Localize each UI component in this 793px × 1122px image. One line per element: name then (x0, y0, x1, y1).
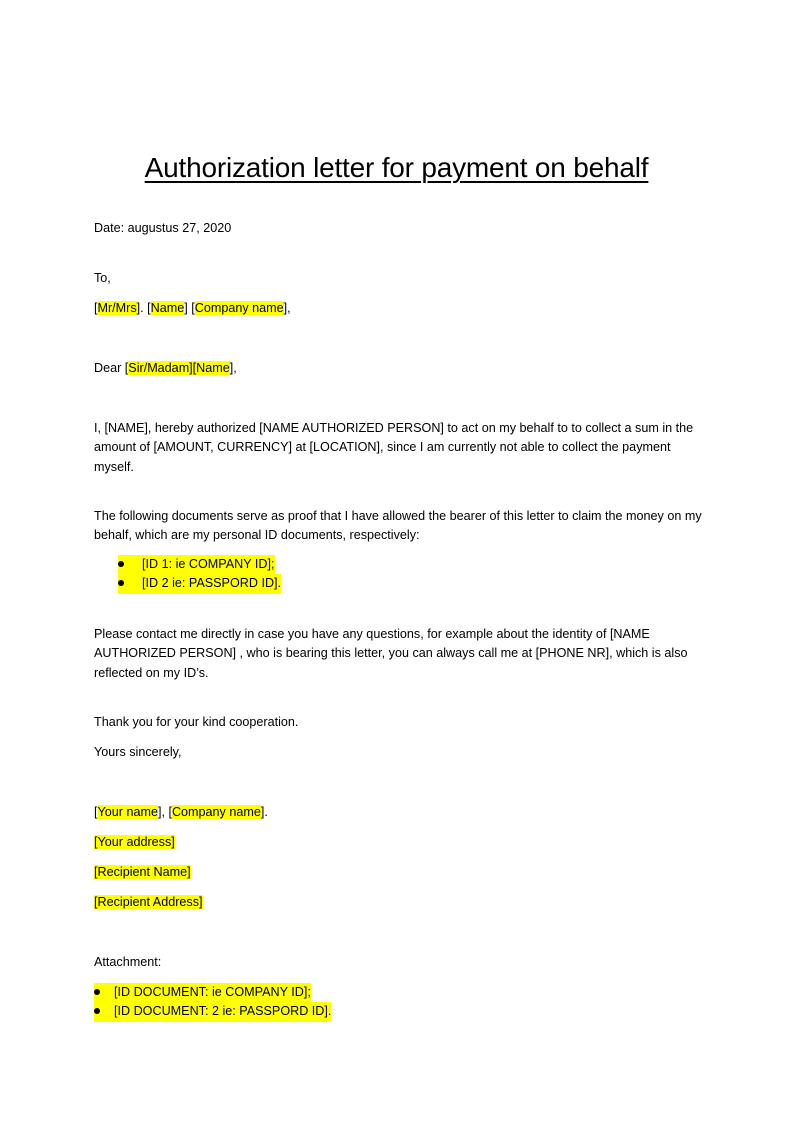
bracket: [ (94, 805, 98, 819)
list-item-highlight (118, 555, 275, 574)
list-item (118, 555, 281, 574)
thanks-line: Thank you for your kind cooperation. (94, 715, 299, 729)
recipient-name-placeholder: [Recipient Name] (94, 865, 191, 879)
name-placeholder: Name (150, 301, 185, 315)
your-address-line (94, 833, 175, 852)
dear-prefix: Dear [ (94, 361, 129, 375)
recipient-address-placeholder: [Recipient Address] (94, 895, 203, 909)
bracket: ], [ (157, 805, 172, 819)
authorization-paragraph: I, [NAME], hereby authorized [NAME AUTHORIZED PERSON] to act on my behalf to to collect a sum in the amount of [AMOUNT, CURRENCY] at [LOCATION], since I am currently not able to collect the payment myself. (94, 421, 694, 474)
list-item-highlight (94, 983, 311, 1002)
recipient-line (94, 299, 291, 318)
documents-paragraph: The following documents serve as proof that I have allowed the bearer of this letter to claim the money on my behalf, which are my personal ID documents, respectively: (94, 509, 702, 543)
dear-placeholder: Sir/Madam][Name (128, 361, 230, 375)
recipient-name-line (94, 863, 191, 882)
bullet-icon (118, 561, 124, 567)
list-item-text: [ID DOCUMENT: ie COMPANY ID]; (114, 985, 311, 999)
list-item-text: [ID DOCUMENT: 2 ie: PASSPORD ID]. (114, 1004, 332, 1019)
recipient-address-line (94, 893, 203, 912)
bullet-icon (94, 989, 100, 995)
list-item-text: [ID 2 ie: PASSPORD ID]. (142, 576, 282, 591)
salutation-placeholder: Mr/Mrs (97, 301, 137, 315)
attachment-label: Attachment: (94, 955, 162, 969)
list-item (94, 983, 331, 1002)
signature-line (94, 803, 268, 822)
dear-line (94, 359, 237, 378)
bracket: [ (94, 301, 98, 315)
list-item (94, 1002, 331, 1021)
bullet-icon (118, 580, 124, 586)
your-address-placeholder: [Your address] (94, 835, 175, 849)
page-title: Authorization letter for payment on behalf (144, 152, 649, 183)
bracket: ]. (260, 805, 268, 819)
list-item-highlight (94, 1002, 331, 1021)
closing-line: Yours sincerely, (94, 745, 182, 759)
id-list (118, 555, 281, 594)
list-item-text: [ID 1: ie COMPANY ID]; (142, 557, 275, 571)
to-line: To, (94, 271, 111, 285)
bracket: ]. [ (136, 301, 151, 315)
bullet-icon (94, 1008, 100, 1014)
list-item (118, 574, 281, 593)
date-line: Date: augustus 27, 2020 (94, 221, 232, 235)
bracket: ] [ (184, 301, 195, 315)
contact-paragraph: Please contact me directly in case you have any questions, for example about the identity of [NAME AUTHORIZED PERSON] , who is bearing this letter, you can always call me at [PHONE NR], which is also reflected on my ID’s. (94, 627, 688, 680)
attachment-list (94, 983, 331, 1022)
bracket: ], (283, 301, 291, 315)
signature-company-placeholder: Company name (171, 805, 261, 819)
your-name-placeholder: Your name (97, 805, 158, 819)
list-item-highlight (118, 574, 281, 593)
dear-suffix: ], (229, 361, 237, 375)
company-name-placeholder: Company name (194, 301, 284, 315)
